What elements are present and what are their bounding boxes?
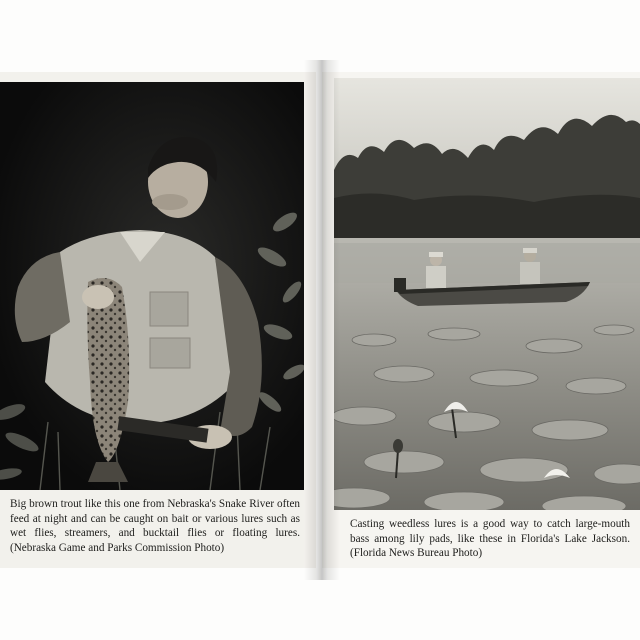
anglers-boat-photo: [334, 78, 640, 510]
left-photo-caption: Big brown trout like this one from Nebraska's Snake River often feed at night and can be caught on bait or various lures such as wet flies, streamers, and bucktail flies or floating lures. (Nebraska Game and Parks Commission Photo): [10, 498, 300, 554]
two-anglers-in-boat-among-lily-pads-icon: [334, 78, 640, 510]
fisherman-trout-photo: [0, 82, 304, 490]
right-photo-caption: Casting weedless lures is a good way to catch large-mouth bass among lily pads, like these in Florida's Lake Jackson. (Florida News Bureau Photo): [350, 518, 630, 560]
fisherman-holding-brown-trout-icon: [0, 82, 304, 490]
